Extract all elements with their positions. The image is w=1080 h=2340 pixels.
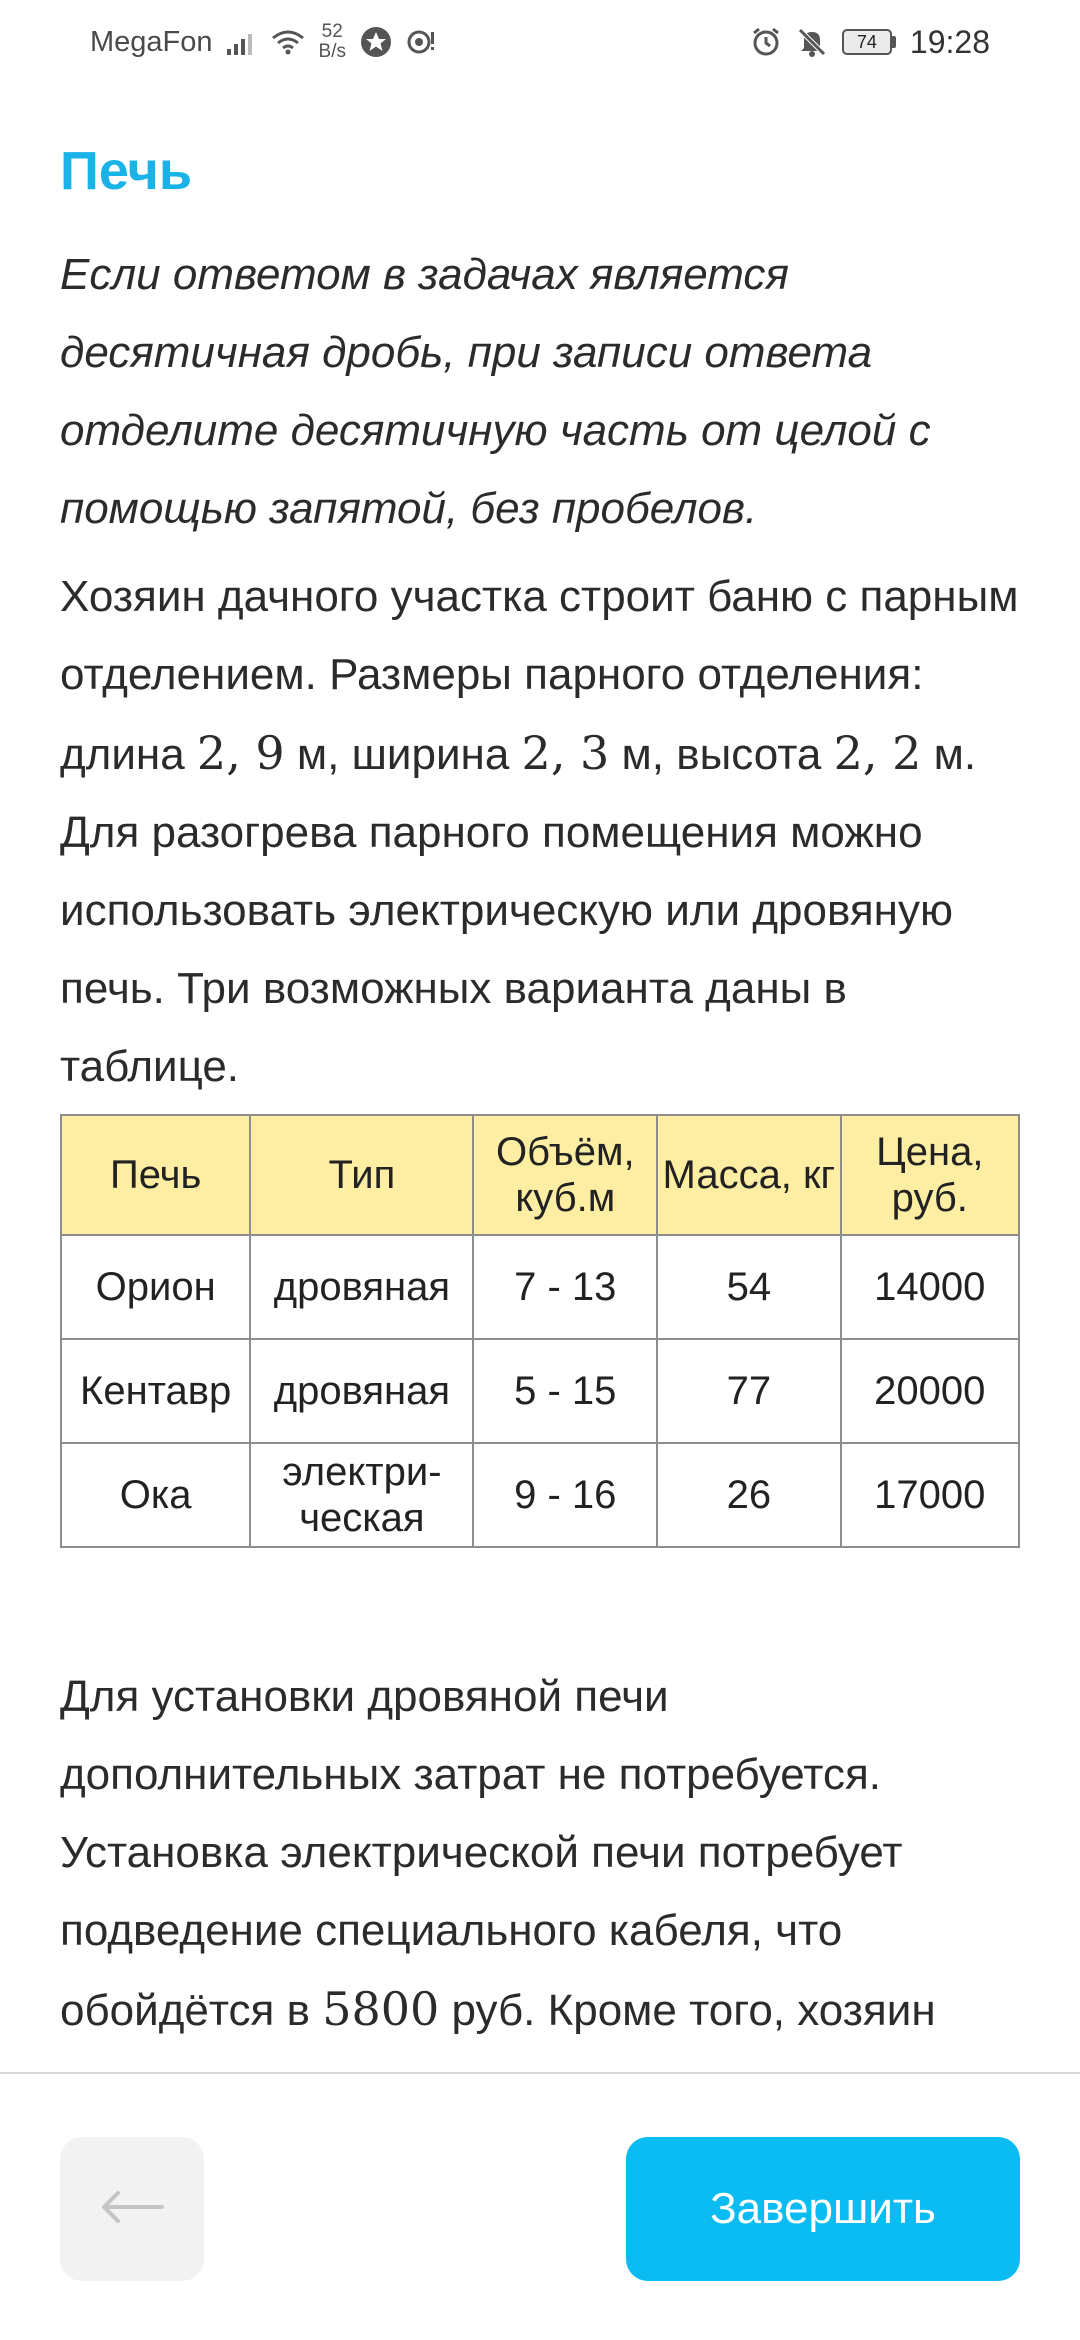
bottom-navigation (0, 2072, 1080, 2340)
table-header-row (61, 1115, 1019, 1235)
speed-value: 52 (321, 21, 343, 42)
back-button[interactable] (60, 2137, 204, 2281)
cell-type: дровяная (250, 1235, 473, 1339)
wifi-icon (271, 29, 305, 55)
problem-text-3: м, высота (609, 730, 834, 779)
cable-cost-value: 5800 (322, 1982, 440, 2036)
problem-text-1: Хозяин дачного участка строит баню с парным отделением. Размеры парного отделения: длина (60, 572, 1019, 779)
ovens-table (60, 1114, 1020, 1548)
cell-oven: Кентавр (61, 1339, 250, 1443)
problem-text-2: м, ширина (284, 730, 522, 779)
cell-mass: 54 (657, 1235, 840, 1339)
cell-type: дровяная (250, 1339, 473, 1443)
cell-price: 20000 (841, 1339, 1019, 1443)
cell-price: 14000 (841, 1235, 1019, 1339)
header-type: Тип (250, 1115, 473, 1235)
status-right (750, 24, 990, 61)
task-content (60, 130, 1020, 2050)
header-volume: Объём, куб.м (473, 1115, 657, 1235)
battery-tip (892, 36, 896, 48)
header-mass: Масса, кг (657, 1115, 840, 1235)
table-row (61, 1443, 1019, 1547)
star-badge-icon (360, 26, 392, 58)
status-bar (0, 0, 1080, 84)
answer-format-note: Если ответом в задачах является десятичная дробь, при записи ответа отделите десятичную часть от целой с помощью запятой, без пробелов. (60, 250, 931, 533)
continuation-text-1: Для установки дровяной печи дополнительных затрат не потребуется. Установка электрической печи потребует подведение специального кабеля, что обойдётся в (60, 1672, 903, 2035)
cell-volume: 9 - 16 (473, 1443, 657, 1547)
table-row (61, 1235, 1019, 1339)
status-left (90, 22, 436, 62)
cell-mass: 77 (657, 1339, 840, 1443)
header-oven: Печь (61, 1115, 250, 1235)
cell-volume: 5 - 15 (473, 1339, 657, 1443)
page-title: Печь (60, 141, 193, 201)
cell-mass: 26 (657, 1443, 840, 1547)
battery-indicator (842, 29, 896, 55)
problem-text-4: м. Для разогрева парного помещения можно использовать электрическую или дровяную печь. Три возможных варианта даны в таблице. (60, 730, 977, 1091)
table-row (61, 1339, 1019, 1443)
width-value: 2, 3 (521, 726, 610, 780)
signal-icon (227, 29, 257, 55)
continuation-text-2: руб. Кроме того, хозяин (439, 1986, 936, 2035)
height-value: 2, 2 (833, 726, 922, 780)
network-speed (319, 22, 346, 62)
cell-type: электри-ческая (250, 1443, 473, 1547)
problem-continuation (60, 1658, 1020, 2050)
arrow-left-icon (100, 2190, 164, 2229)
cell-oven: Орион (61, 1235, 250, 1339)
carrier-name: MegaFon (90, 25, 213, 58)
problem-statement (60, 558, 1020, 1106)
speed-unit: B/s (318, 41, 346, 62)
finish-button[interactable]: Завершить (626, 2137, 1020, 2281)
cell-volume: 7 - 13 (473, 1235, 657, 1339)
battery-level: 74 (842, 29, 892, 55)
alarm-icon (750, 26, 782, 58)
notification-icon (406, 27, 436, 57)
clock: 19:28 (909, 23, 990, 60)
mute-bell-icon (796, 26, 828, 58)
cell-oven: Ока (61, 1443, 250, 1547)
length-value: 2, 9 (196, 726, 285, 780)
cell-price: 17000 (841, 1443, 1019, 1547)
header-price: Цена, руб. (841, 1115, 1019, 1235)
